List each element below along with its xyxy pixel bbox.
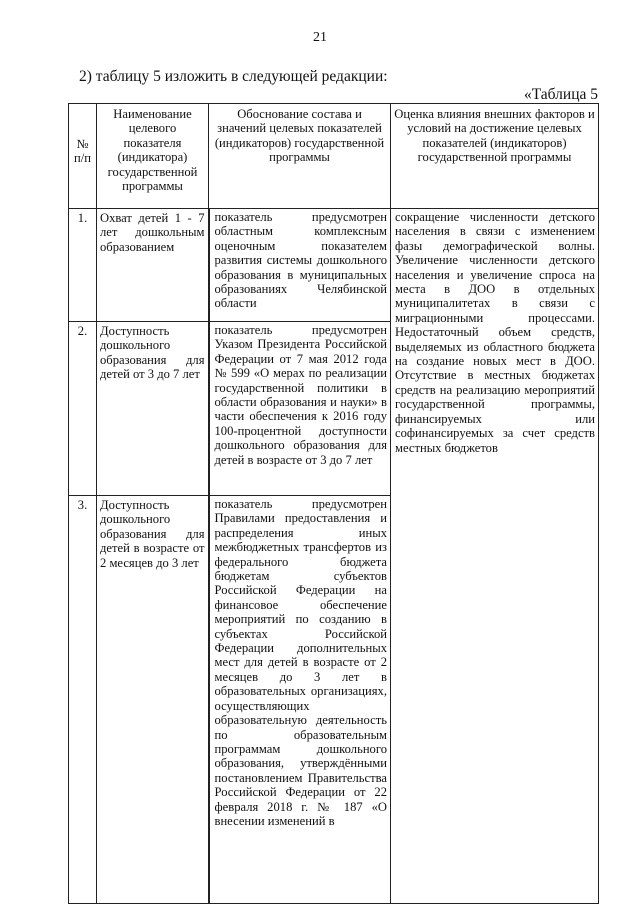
row-basis: показатель предусмотрен Указом Президента Российской Федерации от 7 мая 2012 года № 599 «О мерах по реализации государственной политики в области образования и науки» в части обеспечения к 2016 году 100-процентной доступности дошкольного образования для детей в возрасте от 3 до 7 лет	[209, 322, 391, 496]
row-indicator-name: Охват детей 1 - 7 лет дошкольным образованием	[97, 209, 209, 322]
external-factors-cell: сокращение численности детского населения в связи с изменением фазы демографической волны. Увеличение численности детского населения и увеличение спроса на места в ДОО в отдельных муниципалитетах в связи с миграционными процессами. Недостаточный объем средств, выделяемых из областного бюджета на создание новых мест в ДОО. Отсутствие в местных бюджетах средств на реализацию мероприятий государственной программы, финансируемых или софинансируемых за счет средств местных бюджетов	[391, 209, 599, 904]
indicators-table	[68, 103, 599, 904]
row-basis: показатель предусмотрен областным комплексным оценочным показателем развития системы дошкольного образования в муниципальных образованиях Челябинской области	[209, 209, 391, 322]
row-number: 2.	[69, 322, 97, 496]
table-caption: «Таблица 5	[523, 86, 598, 103]
row-basis: показатель предусмотрен Правилами предоставления и распределения иных межбюджетных трансфертов из федерального бюджета бюджетам субъектов Российской Федерации на финансовое обеспечение мероприятий по созданию в субъектах Российской Федерации дополнительных мест для детей в возрасте от 2 месяцев до 3 лет в образовательных организациях, осуществляющих образовательную деятельность по образовательным программам дошкольного образования, утверждёнными постановлением Правительства Российской Федерации от 22 февраля 2018 г. № 187 «О внесении изменений в	[209, 496, 391, 904]
page-number: 21	[313, 30, 327, 45]
row-indicator-name: Доступность дошкольного образования для детей в возрасте от 2 месяцев до 3 лет	[97, 496, 209, 904]
header-basis: Обоснование состава и значений целевых показателей (индикаторов) государственной программы	[209, 104, 391, 209]
row-number: 3.	[69, 496, 97, 904]
row-indicator-name: Доступность дошкольного образования для детей от 3 до 7 лет	[97, 322, 209, 496]
intro-text: 2) таблицу 5 изложить в следующей редакции:	[79, 68, 388, 85]
table-row	[69, 209, 599, 322]
table-header	[69, 104, 599, 209]
header-factors: Оценка влияния внешних факторов и условий на достижение целевых показателей (индикаторов) государственной программы	[391, 104, 599, 209]
header-name: Наименование целевого показателя (индикатора) государственной программы	[97, 104, 209, 209]
header-number: № п/п	[69, 104, 97, 209]
row-number: 1.	[69, 209, 97, 322]
